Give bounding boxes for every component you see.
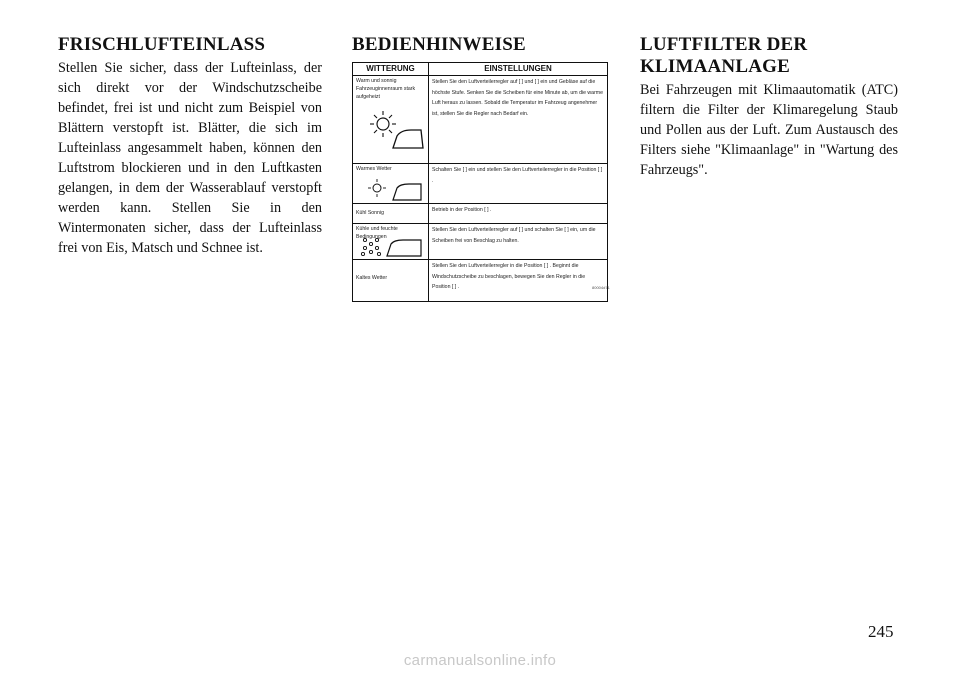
section-fresh-air-intake (58, 34, 322, 258)
heading-ac-air-filter: LUFTFILTER DER KLIMAANLAGE (640, 34, 808, 77)
operating-tips-table (352, 62, 608, 302)
weather-label: Warm und sonnig Fahrzeuginnenraum stark aufgeheizt (356, 78, 416, 100)
weather-cell (353, 164, 429, 203)
table-row (353, 163, 607, 203)
table-row (353, 223, 607, 259)
settings-cell (429, 164, 607, 203)
settings-cell (429, 76, 607, 163)
weather-label: Kühle und feuchte Bedingungen (356, 226, 398, 240)
table-row (353, 259, 607, 301)
figure-code: 80004d71 (592, 285, 610, 290)
settings-cell (429, 260, 607, 301)
heading-operating-tips: BEDIENHINWEISE (352, 34, 526, 55)
watermark: carmanualsonline.info (403, 652, 557, 669)
settings-text: Stellen Sie den Luftverteilerregler auf [ ] und [ ] ein und Gebläse auf die höchste Stufe. Senken Sie die Scheiben für eine Minute ab, um die warme Luft heraus zu lassen. Sobald die Temperatur im Fahrzeug angenehmer ist, stellen Sie die Regler nach Bedarf ein. (432, 79, 604, 117)
weather-cell (353, 76, 429, 163)
table-row (353, 203, 607, 223)
settings-cell (429, 204, 607, 223)
sun-over-car-icon (367, 106, 425, 150)
paragraph-fresh-air-intake: Stellen Sie sicher, dass der Lufteinlass, der sich direkt vor der Windschutzscheibe befindet, frei ist und nicht zum Beispiel von Blättern verstopft ist. Blätter, die sich im Lufteinlass angesammelt haben, können den Luftstrom blockieren und in den Luftkasten gelangen, in dem der Wasserablauf verstopft werden kann. Stellen Sie in den Wintermonaten sicher, dass der Lufteinlass frei von Eis, Matsch und Schnee ist. (58, 60, 322, 256)
rain-car-icon (359, 234, 425, 258)
settings-text: Stellen Sie den Luftverteilerregler in die Position [ ] . Beginnt die Windschutzscheibe zu beschlagen, bewegen Sie den Regler in die Position [ ] . (432, 263, 586, 290)
weather-label: Kaltes Wetter (356, 275, 388, 281)
section-operating-tips (352, 34, 608, 56)
page-number: 245 (868, 622, 894, 641)
column-header-weather: WITTERUNG (353, 63, 429, 75)
weather-label: Kühl Sonnig (356, 210, 384, 216)
weather-cell (353, 260, 429, 301)
table-row (353, 75, 607, 163)
table-header-row (353, 63, 607, 75)
settings-text: Stellen Sie den Luftverteilerregler auf [ ] und schalten Sie [ ] ein, um die Scheiben frei von Beschlag zu halten. (432, 227, 596, 244)
weather-cell (353, 204, 429, 223)
paragraph-ac-air-filter: Bei Fahrzeugen mit Klimaautomatik (ATC) filtern die Filter der Klimaregelung Staub und Pollen aus der Luft. Zum Austausch des Filters siehe "Klimaanlage" in "Wartung des Fahrzeugs". (640, 82, 898, 178)
section-ac-air-filter (640, 34, 898, 180)
column-header-settings: EINSTELLUNGEN (484, 64, 552, 73)
settings-text: Schalten Sie [ ] ein und stellen Sie den Luftverteilerregler in die Position [ ] . (432, 167, 603, 184)
weather-cell (353, 224, 429, 259)
heading-fresh-air-intake: FRISCHLUFTEINLASS (58, 34, 266, 55)
sun-car-icon (365, 176, 425, 202)
settings-cell (429, 224, 607, 259)
weather-label: Warmes Wetter (356, 166, 392, 172)
settings-text: Betrieb in der Position [ ] . (432, 207, 492, 213)
